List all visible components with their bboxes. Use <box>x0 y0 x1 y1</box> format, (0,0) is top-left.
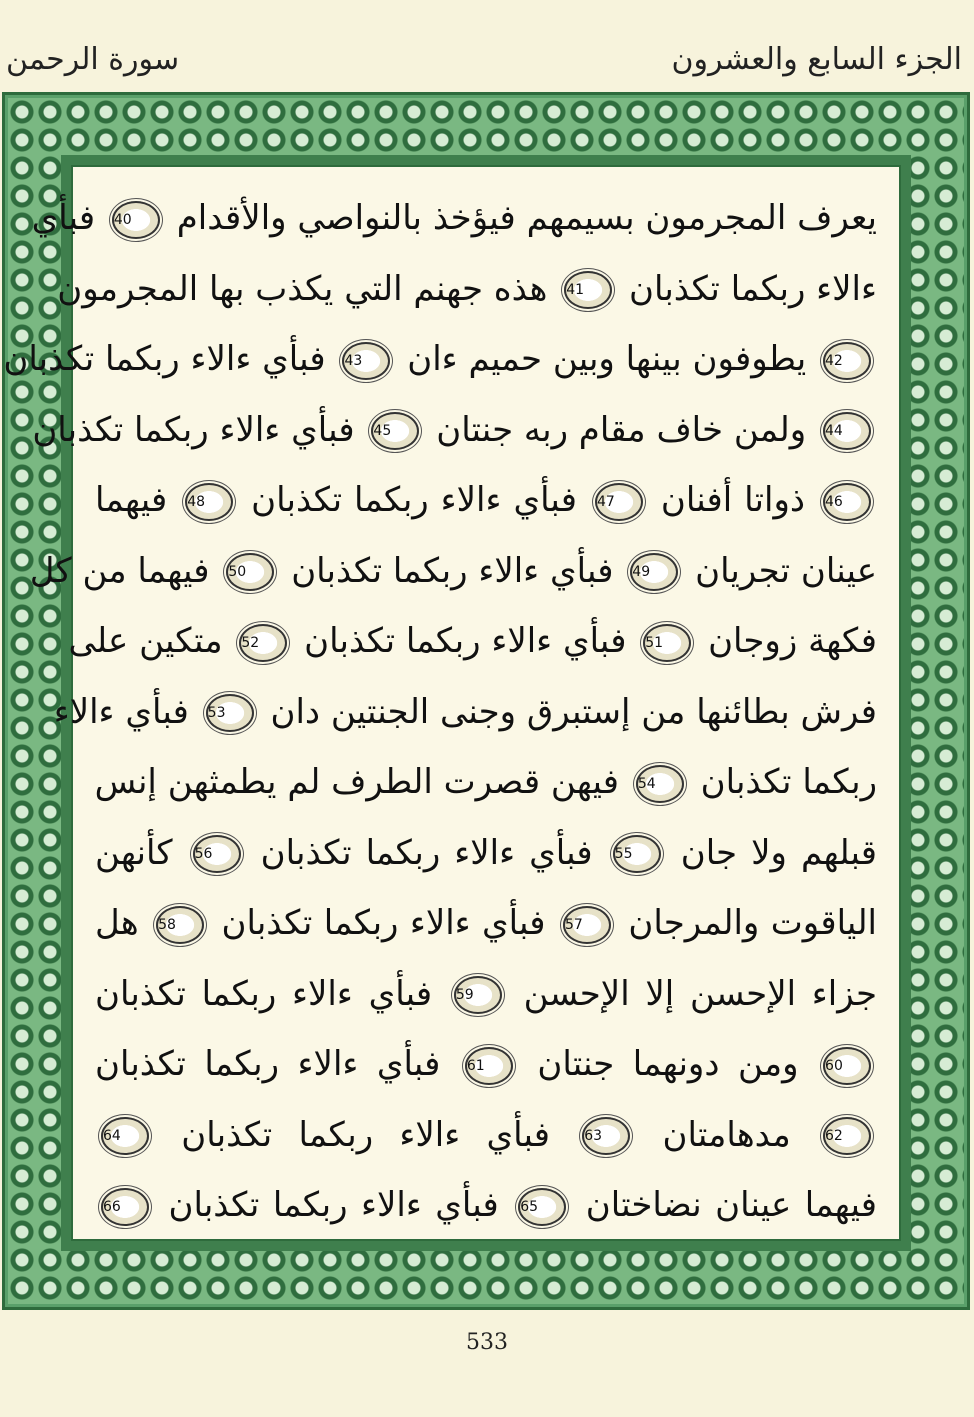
verse-line <box>95 1100 877 1171</box>
verse-text: فبأي ءالاء ربكما تكذبان <box>304 621 627 661</box>
ayah-number-marker: 65 <box>518 1188 566 1226</box>
verse-line <box>95 888 877 959</box>
ayah-number-marker: 50 <box>226 553 274 591</box>
verse-text: فبأي ءالاء ربكما تكذبان <box>291 550 614 591</box>
verse-text: عينان تجريان <box>695 550 877 591</box>
ayah-number-marker: 63 <box>582 1117 630 1155</box>
verse-text: ءالاء ربكما تكذبان <box>629 268 877 309</box>
verse-text: هل <box>95 903 139 943</box>
verse-text: ربكما تكذبان <box>700 762 877 802</box>
ayah-number-marker: 62 <box>823 1117 871 1155</box>
ayah-number-marker: 49 <box>630 553 678 591</box>
verse-text: مدهامتان <box>662 1114 791 1155</box>
verse-line <box>3 324 877 395</box>
verse-text: ومن دونهما جنتان <box>537 1044 799 1084</box>
juz-name: الجزء السابع والعشرون <box>671 42 962 77</box>
verse-line <box>68 606 877 677</box>
verse-text: هذه جهنم التي يكذب بها المجرمون <box>57 268 548 309</box>
ayah-number-marker: 57 <box>563 906 611 944</box>
ayah-number-marker: 46 <box>823 483 871 521</box>
ayah-number-marker: 64 <box>101 1117 149 1155</box>
ayah-number-marker: 52 <box>239 624 287 662</box>
verse-text: فيهما عينان نضاختان <box>585 1185 877 1225</box>
verse-text: قبلهم ولا جان <box>680 832 878 873</box>
verse-text: فبأي ءالاء ربكما تكذبان <box>95 973 433 1014</box>
verse-text: فبأي ءالاء ربكما تكذبان <box>95 1044 441 1084</box>
verse-line <box>95 465 877 536</box>
verse-text: فكهة زوجان <box>708 621 877 661</box>
verse-line <box>29 536 877 607</box>
ayah-number-marker: 61 <box>465 1047 513 1085</box>
verse-text: جزاء الإحسن إلا الإحسن <box>523 973 877 1014</box>
ayah-number-marker: 45 <box>371 412 419 450</box>
page-number: 533 <box>466 1330 508 1355</box>
verse-line <box>53 677 877 748</box>
verse-line <box>95 1029 877 1100</box>
ayah-number-marker: 44 <box>823 412 871 450</box>
ayah-number-marker: 59 <box>454 976 502 1014</box>
verse-line <box>95 747 877 818</box>
verse-text: كأنهن <box>95 832 173 873</box>
verse-line <box>95 1170 877 1241</box>
verse-text: فبأي ءالاء ربكما تكذبان <box>221 903 546 943</box>
ayah-number-marker: 58 <box>156 906 204 944</box>
verse-text: فبأي ءالاء ربكما تكذبان <box>181 1114 550 1155</box>
ayah-number-marker: 41 <box>564 271 612 309</box>
verse-text: يطوفون بينها وبين حميم ءان <box>407 339 807 379</box>
verse-text: فبأي ءالاء ربكما تكذبان <box>168 1185 499 1225</box>
verse-text: متكين على <box>68 621 223 661</box>
verse-line <box>32 395 877 466</box>
verse-text: فبأي ءالاء ربكما تكذبان <box>32 409 355 450</box>
ayah-number-marker: 47 <box>595 483 643 521</box>
verse-text: فبأي ءالاء <box>53 691 189 732</box>
verse-text: فيهما <box>95 480 168 520</box>
ayah-number-marker: 56 <box>193 835 241 873</box>
verse-text: فبأي <box>31 198 96 238</box>
verse-line <box>31 183 877 254</box>
page-header <box>0 34 974 94</box>
ayah-number-marker: 51 <box>643 624 691 662</box>
ayah-number-marker: 42 <box>823 342 871 380</box>
verse-text: فرش بطائنها من إستبرق وجنى الجنتين دان <box>270 691 877 732</box>
verse-text: فبأي ءالاء ربكما تكذبان <box>260 832 593 873</box>
verse-text: ولمن خاف مقام ربه جنتان <box>436 409 807 450</box>
ayah-number-marker: 53 <box>206 694 254 732</box>
ayah-number-marker: 55 <box>613 835 661 873</box>
text-panel <box>3 165 901 1241</box>
verse-text: فبأي ءالاء ربكما تكذبان <box>251 480 577 520</box>
verse-text: فيهما من كل <box>29 550 210 591</box>
ayah-number-marker: 54 <box>636 765 684 803</box>
ayah-number-marker: 66 <box>101 1188 149 1226</box>
surah-name: سورة الرحمن <box>6 42 180 77</box>
verse-line <box>95 959 877 1030</box>
verse-line <box>95 818 877 889</box>
ayah-number-marker: 60 <box>823 1047 871 1085</box>
verse-text: يعرف المجرمون بسيمهم فيؤخذ بالنواصي والأقدام <box>176 198 877 238</box>
verse-line <box>57 254 877 325</box>
ayah-number-marker: 48 <box>185 483 233 521</box>
verse-text: فبأي ءالاء ربكما تكذبان <box>3 339 326 379</box>
verse-text: فيهن قصرت الطرف لم يطمثهن إنس <box>94 762 620 802</box>
verse-text: ذواتا أفنان <box>660 480 806 520</box>
verse-lines <box>3 183 878 1229</box>
ayah-number-marker: 40 <box>112 201 160 239</box>
ornamental-frame <box>2 92 970 1310</box>
ayah-number-marker: 43 <box>342 342 390 380</box>
verse-text: الياقوت والمرجان <box>628 903 877 943</box>
